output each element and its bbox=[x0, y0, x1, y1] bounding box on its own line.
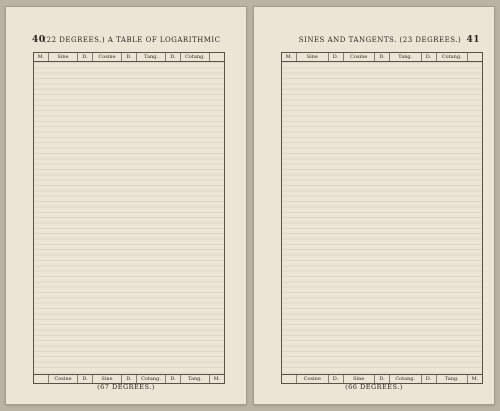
table-body bbox=[34, 62, 224, 374]
complementary-degree-label: (66 DEGREES.) bbox=[345, 383, 403, 391]
table-header bbox=[282, 53, 482, 62]
header-cell: D. bbox=[329, 53, 344, 61]
header-cell: D. bbox=[422, 53, 437, 61]
running-head bbox=[32, 36, 232, 48]
footer-cell: Cotang. bbox=[137, 375, 166, 383]
header-cell: D. bbox=[122, 53, 137, 61]
footer-cell: D. bbox=[329, 375, 344, 383]
running-title: SINES AND TANGENTS. (23 DEGREES.) bbox=[298, 36, 462, 44]
table-footer bbox=[282, 374, 482, 383]
running-title: (22 DEGREES.) A TABLE OF LOGARITHMIC bbox=[43, 36, 221, 44]
left-page bbox=[6, 7, 246, 404]
footer-cell: Tang. bbox=[181, 375, 210, 383]
log-table bbox=[33, 52, 225, 384]
footer-cell: Tang. bbox=[437, 375, 469, 383]
header-cell: Sine bbox=[49, 53, 78, 61]
header-cell: Cosine bbox=[344, 53, 376, 61]
table-body bbox=[282, 62, 482, 374]
table-footer bbox=[34, 374, 224, 383]
header-cell: M. bbox=[282, 53, 297, 61]
header-cell: Tang. bbox=[390, 53, 422, 61]
header-cell: Sine bbox=[297, 53, 329, 61]
footer-cell: D. bbox=[375, 375, 390, 383]
header-cell: Cotang. bbox=[181, 53, 210, 61]
footer-cell: Cosine bbox=[297, 375, 329, 383]
footer-cell: Sine bbox=[93, 375, 122, 383]
complementary-degree-label: (67 DEGREES.) bbox=[97, 383, 155, 391]
footer-cell bbox=[34, 375, 49, 383]
page-number: 41 bbox=[466, 35, 480, 45]
log-table bbox=[281, 52, 483, 384]
header-cell: Cotang. bbox=[437, 53, 469, 61]
footer-cell: D. bbox=[78, 375, 93, 383]
footer-cell: Cotang. bbox=[390, 375, 422, 383]
page-number: 40 bbox=[32, 35, 46, 45]
running-head bbox=[280, 36, 480, 48]
header-cell: D. bbox=[166, 53, 181, 61]
footer-cell: M. bbox=[213, 376, 221, 382]
header-cell: M. bbox=[34, 53, 49, 61]
header-cell: Tang. bbox=[137, 53, 166, 61]
header-cell: D. bbox=[375, 53, 390, 61]
header-cell bbox=[210, 53, 224, 61]
footer-cell: D. bbox=[166, 375, 181, 383]
footer-cell bbox=[282, 375, 297, 383]
header-cell: Cosine bbox=[93, 53, 122, 61]
footer-cell: D. bbox=[422, 375, 437, 383]
footer-cell: Sine bbox=[344, 375, 376, 383]
table-header bbox=[34, 53, 224, 62]
footer-cell: D. bbox=[122, 375, 137, 383]
header-cell: D. bbox=[78, 53, 93, 61]
header-cell bbox=[468, 53, 482, 61]
footer-cell: M. bbox=[471, 376, 479, 382]
right-page bbox=[254, 7, 494, 404]
footer-cell: Cosine bbox=[49, 375, 78, 383]
